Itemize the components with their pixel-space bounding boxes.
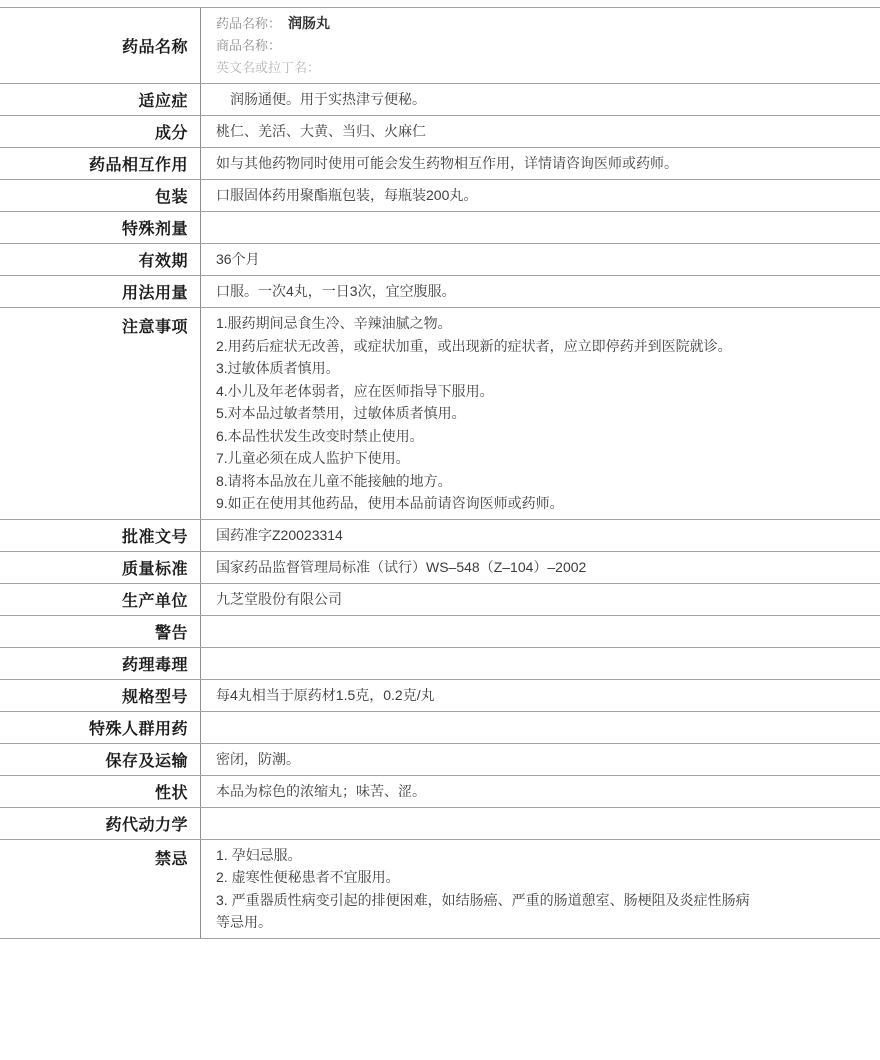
table-row xyxy=(0,712,880,744)
row-label: 特殊人群用药 xyxy=(0,712,201,743)
table-row xyxy=(0,84,880,116)
table-row xyxy=(0,244,880,276)
row-label: 适应症 xyxy=(0,84,201,115)
value-text: 润肠通便。用于实热津亏便秘。 xyxy=(216,91,426,108)
value-line: 4.小儿及年老体弱者，应在医师指导下服用。 xyxy=(216,382,494,399)
table-row xyxy=(0,840,880,939)
table-row xyxy=(0,212,880,244)
row-value xyxy=(201,520,880,551)
value-text: 每4丸相当于原药材1.5克，0.2克/丸 xyxy=(216,686,435,703)
row-value xyxy=(201,84,880,115)
value-line: 3.过敏体质者慎用。 xyxy=(216,360,340,376)
name-field-line xyxy=(216,57,868,79)
row-value xyxy=(201,116,880,147)
table-row xyxy=(0,180,880,212)
value-text xyxy=(216,720,868,734)
row-value xyxy=(201,276,880,307)
row-label: 批准文号 xyxy=(0,520,201,551)
row-label: 禁忌 xyxy=(0,840,201,938)
name-field-label: 商品名称： xyxy=(216,38,282,53)
name-field-label: 药品名称： xyxy=(216,16,282,31)
row-value xyxy=(201,680,880,711)
row-value xyxy=(201,712,880,743)
value-text xyxy=(216,624,868,638)
row-label: 注意事项 xyxy=(0,308,201,519)
row-value xyxy=(201,808,880,839)
value-line: 5.对本品过敏者禁用，过敏体质者慎用。 xyxy=(216,405,466,421)
value-text: 九芝堂股份有限公司 xyxy=(216,590,342,607)
value-text: 如与其他药物同时使用可能会发生药物相互作用，详情请咨询医师或药师。 xyxy=(216,155,678,172)
table-row xyxy=(0,616,880,648)
name-field-label: 英文名或拉丁名： xyxy=(216,60,321,75)
row-value xyxy=(201,776,880,807)
row-value xyxy=(201,744,880,775)
value-line: 1.服药期间忌食生冷、辛辣油腻之物。 xyxy=(216,315,452,331)
drug-info-table xyxy=(0,7,880,939)
row-label: 成分 xyxy=(0,116,201,147)
row-label: 规格型号 xyxy=(0,680,201,711)
value-line: 1. 孕妇忌服。 xyxy=(216,846,302,863)
row-value xyxy=(201,308,880,519)
table-row xyxy=(0,648,880,680)
value-line: 8.请将本品放在儿童不能接触的地方。 xyxy=(216,472,452,489)
row-value xyxy=(201,8,880,83)
row-label: 生产单位 xyxy=(0,584,201,615)
value-text: 口服固体药用聚酯瓶包装，每瓶装200丸。 xyxy=(216,187,478,204)
row-value xyxy=(201,648,880,679)
value-text xyxy=(216,816,868,830)
row-value xyxy=(201,616,880,647)
name-field-line xyxy=(216,12,868,35)
table-row xyxy=(0,8,880,84)
table-row xyxy=(0,148,880,180)
table-row xyxy=(0,680,880,712)
name-field-line xyxy=(216,35,868,57)
row-label: 包装 xyxy=(0,180,201,211)
table-row xyxy=(0,308,880,520)
table-row xyxy=(0,552,880,584)
value-text: 国药准字Z20023314 xyxy=(216,526,343,543)
table-row xyxy=(0,584,880,616)
row-label: 药理毒理 xyxy=(0,648,201,679)
row-value xyxy=(201,552,880,583)
table-row xyxy=(0,276,880,308)
value-text: 口服。一次4丸，一日3次，宜空腹服。 xyxy=(216,283,456,300)
table-row xyxy=(0,744,880,776)
table-row xyxy=(0,776,880,808)
value-line: 7.儿童必须在成人监护下使用。 xyxy=(216,450,410,466)
row-label: 药品相互作用 xyxy=(0,148,201,179)
value-text: 国家药品监督管理局标准（试行）WS–548（Z–104）–2002 xyxy=(216,558,587,575)
drug-name-value: 润肠丸 xyxy=(288,15,331,31)
row-label: 药品名称 xyxy=(0,8,201,83)
value-text xyxy=(216,656,868,670)
row-value xyxy=(201,244,880,275)
row-value xyxy=(201,212,880,243)
row-label: 用法用量 xyxy=(0,276,201,307)
value-line: 6.本品性状发生改变时禁止使用。 xyxy=(216,427,424,444)
value-line: 等忌用。 xyxy=(216,914,272,930)
value-text: 桃仁、羌活、大黄、当归、火麻仁 xyxy=(216,123,426,140)
value-line: 3. 严重器质性病变引起的排便困难，如结肠癌、严重的肠道憩室、肠梗阻及炎症性肠病 xyxy=(216,891,750,908)
value-line: 9.如正在使用其他药品，使用本品前请咨询医师或药师。 xyxy=(216,495,564,511)
row-value xyxy=(201,148,880,179)
row-value xyxy=(201,584,880,615)
row-label: 性状 xyxy=(0,776,201,807)
table-row xyxy=(0,808,880,840)
row-label: 质量标准 xyxy=(0,552,201,583)
row-value xyxy=(201,180,880,211)
row-label: 保存及运输 xyxy=(0,744,201,775)
value-line: 2. 虚寒性便秘患者不宜服用。 xyxy=(216,869,400,885)
table-row xyxy=(0,520,880,552)
value-text: 36个月 xyxy=(216,251,260,268)
value-text: 本品为棕色的浓缩丸；味苦、涩。 xyxy=(216,782,426,799)
row-value xyxy=(201,840,880,938)
row-label: 警告 xyxy=(0,616,201,647)
value-text xyxy=(216,221,868,235)
table-row xyxy=(0,116,880,148)
value-line: 2.用药后症状无改善，或症状加重，或出现新的症状者，应立即停药并到医院就诊。 xyxy=(216,337,732,354)
value-text: 密闭，防潮。 xyxy=(216,750,300,767)
row-label: 药代动力学 xyxy=(0,808,201,839)
row-label: 有效期 xyxy=(0,244,201,275)
row-label: 特殊剂量 xyxy=(0,212,201,243)
